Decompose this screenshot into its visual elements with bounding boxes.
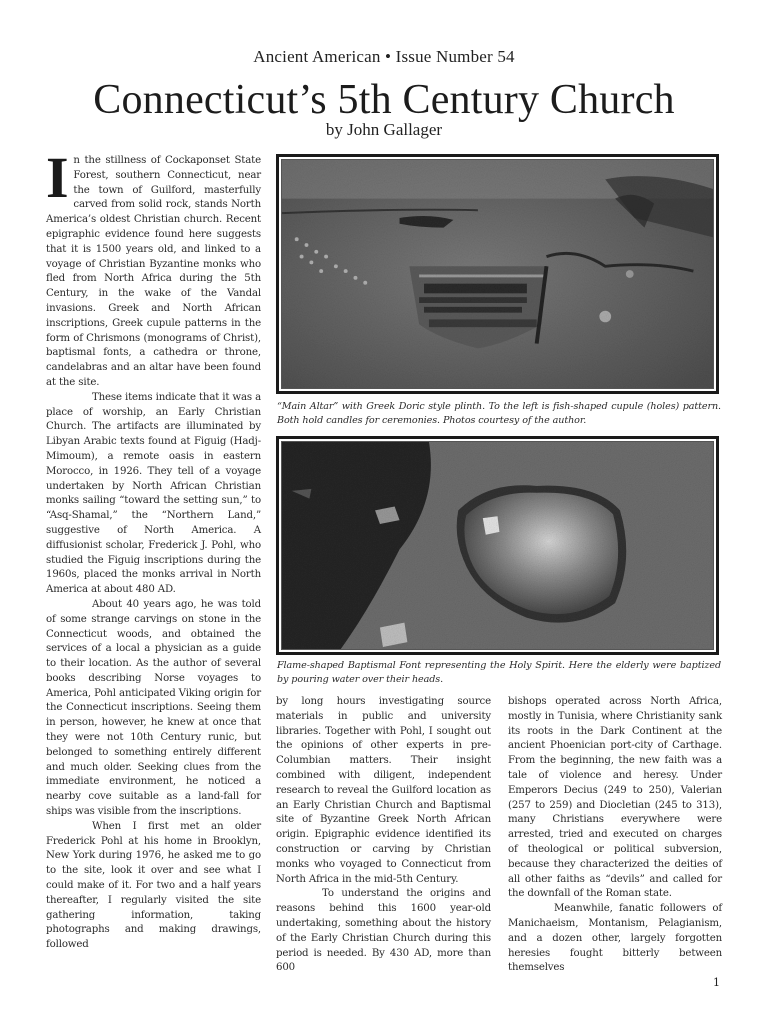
- photo-main-altar: [276, 154, 719, 394]
- figure-caption: “Main Altar” with Greek Doric style plinth. To the left is fish-shaped cupule (holes) pattern. Both hold candles for ceremonies. Photos courtesy of the author.: [277, 401, 721, 426]
- byline: by John Gallager: [325, 120, 443, 139]
- paragraph-text: n the stillness of Cockaponset State Forest, southern Connecticut, near the town of Guilford, masterfully carved from solid rock, stands North America’s oldest Christian church. Recent epigraphic evidence found here suggests that it is 1500 years old, and linked to a voyage of Christian Byzantine monks who fled from North Africa during the 5th Century, in the wake of the Vandal invasions. Greek and North African inscriptions, Greek cupule patterns in the form of Chrismons (monograms of Christ), baptismal fonts, a cathedra or throne, candelabras and an altar have been found at the site.: [46, 155, 261, 388]
- paragraph: To understand the origins and reasons behind this 1600 year-old undertaking, something about the history of the Early Christian Church during this period is needed. By 430 AD, more than 600: [276, 888, 491, 974]
- article-title: Connecticut’s 5th Century Church: [93, 77, 675, 123]
- article-column-3: [508, 695, 722, 976]
- altar-photo-graphic: [282, 160, 713, 388]
- photo-image: [281, 441, 714, 650]
- photo-baptismal-font: [276, 436, 719, 655]
- paragraph: by long hours investigating source materials in public and university libraries. Together with Pohl, I sought out the opinions of other experts in pre-Columbian matters. Their insight combined with diligent, independent research to reveal the Guilford location as an Early Christian Church and Baptismal site of Byzantine Greek North African origin. Epigraphic evidence identified its construction or carving by Christian monks who voyaged to Connecticut from North Africa in the mid-5th Century.: [276, 696, 491, 885]
- masthead: Ancient American • Issue Number 54: [253, 47, 515, 66]
- figure-caption: Flame-shaped Baptismal Font representing the Holy Spirit. Here the elderly were baptized by pouring water over their heads.: [277, 660, 721, 685]
- page-number: 1: [713, 976, 720, 989]
- drop-cap: I: [46, 145, 69, 210]
- photo-image: [281, 159, 714, 389]
- paragraph: These items indicate that it was a place of worship, an Early Christian Church. The artifacts are illuminated by Libyan Arabic texts found at Figuig (Hadj-Mimoum), a remote oasis in eastern Morocco, in 1926. They tell of a voyage undertaken by North African Christian monks sailing “toward the setting sun,” to “Asq-Shamal,” the “Northern Land,” suggestive of North America. A diffusionist scholar, Frederick J. Pohl, who studied the Figuig inscriptions during the 1960s, placed the monks arrival in North America at about 480 AD.: [46, 391, 262, 596]
- paragraph: When I first met an older Frederick Pohl at his home in Brooklyn, New York during 1976, he asked me to go to the site, look it over and see what I could make of it. For two and a half years thereafter, I regularly visited the site gathering information, taking photographs and making drawings, followed: [46, 820, 261, 951]
- paragraph: [46, 145, 261, 391]
- article-column-2: [276, 695, 491, 976]
- paragraph: About 40 years ago, he was told of some strange carvings on stone in the Connecticut woods, and obtained the services of a local a physician as a guide to their location. As the author of several books describing Norse voyages to America, Pohl anticipated Viking origin for the Connecticut inscriptions. Seeing them in person, however, he knew at once that they were not 10th Century runic, but belonged to something entirely different and much older. Seeking clues from the immediate environment, he noticed a nearby cove suitable as a land-fall for ships was visible from the inscriptions.: [46, 598, 261, 818]
- font-photo-graphic: [282, 442, 713, 649]
- article-column-1: [46, 145, 262, 953]
- paragraph: Meanwhile, fanatic followers of Manichaeism, Montanism, Pelagianism, and a dozen other, largely forgotten heresies fought bitterly between themselves: [508, 903, 722, 974]
- paragraph: bishops operated across North Africa, mostly in Tunisia, where Christianity sank its roots in the Dark Continent at the ancient Phoenician port-city of Carthage. From the beginning, the new faith was a tale of violence and heresy. Under Emperors Decius (249 to 250), Valerian (257 to 259) and Diocletian (245 to 313), many Christians everywhere were arrested, tried and executed on charges of theological or political subversion, because they characterized the deities of all other faiths as “devils” and called for the downfall of the Roman state.: [508, 696, 722, 900]
